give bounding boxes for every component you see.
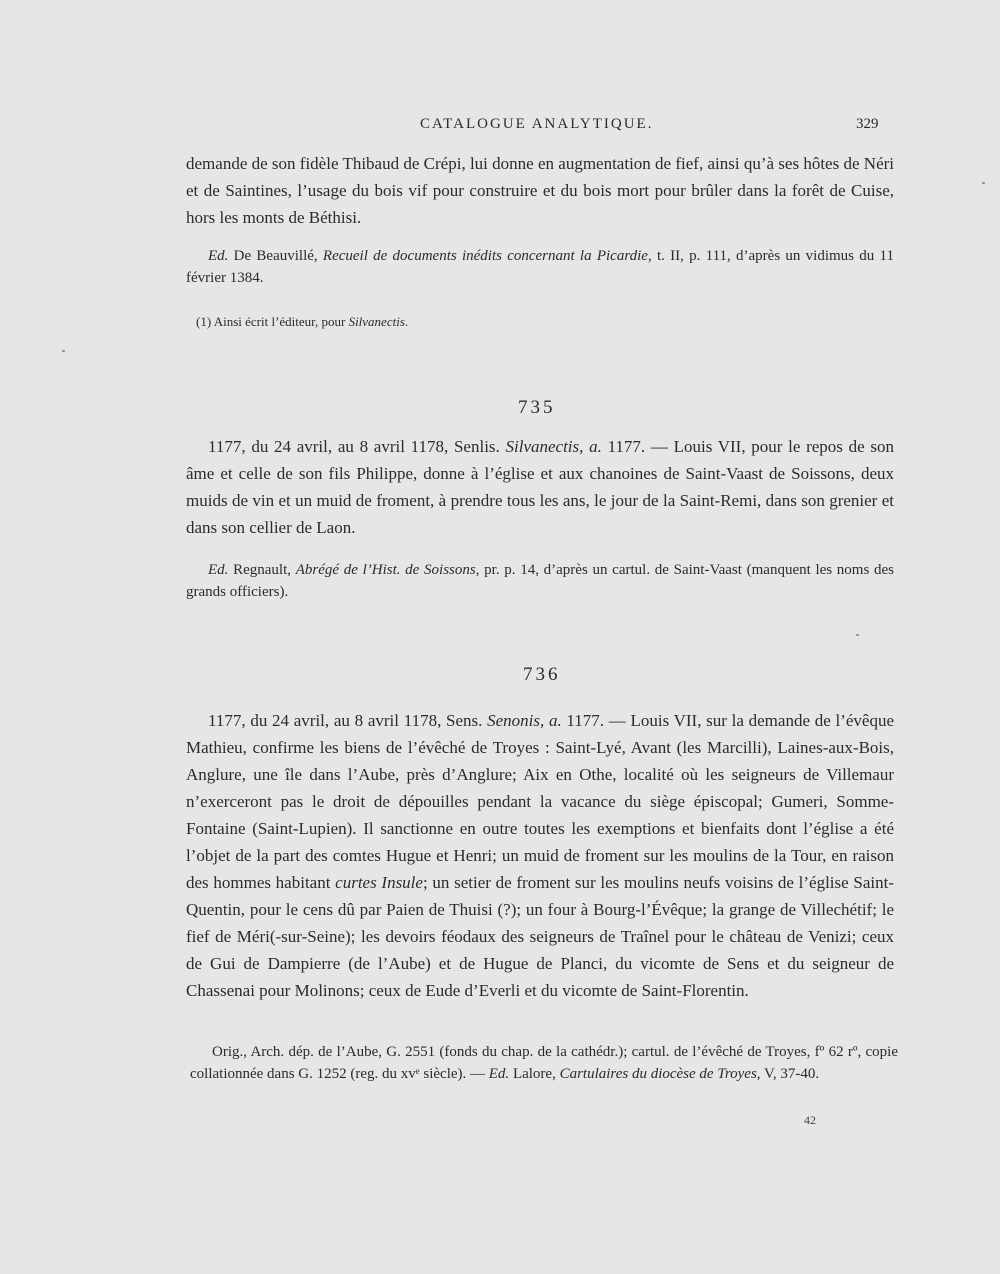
footnote — [196, 314, 904, 330]
edition-author: Lalore, — [509, 1066, 560, 1082]
paper-speck — [982, 182, 985, 184]
entry-736-number: 736 — [523, 664, 561, 685]
edition-title: Cartulaires du diocèse de Troyes — [559, 1066, 757, 1082]
entry-734-text — [186, 150, 894, 231]
source-text: Orig., Arch. dép. de l’Aube, G. 2551 (fonds du chap. de la cathédr.); cartul. de l’évêché de Troyes, fº 62 rº, copie collationnée dans G. 1252 (reg. du xvᵉ siècle). — — [190, 1044, 898, 1082]
page-number: 329 — [856, 116, 879, 132]
paper-speck — [856, 634, 859, 636]
entry-736-sources — [190, 1041, 898, 1085]
edition-label: Ed. — [208, 248, 229, 264]
entry-735-edition — [186, 559, 894, 603]
entry-735-dating: Silvanectis, a. — [505, 437, 602, 456]
entry-734-edition — [186, 245, 894, 289]
entry-736-paragraph-part-1: Louis VII, sur la demande de l’évêque Mathieu, confirme les biens de l’évêché de Troyes : Saint-Lyé, Avant (les Marcilli), Laines-aux-Bois, Anglure, une île dans l’Aube, près d’Anglure; Aix en Othe, localité où les seigneurs de Villemaur n’exerceront pas le droit de dépouilles pendant la vacance du siège épiscopal; Gumeri, Somme-Fontaine (Saint-Lupien). Il sanctionne en outre toutes les exemptions et bienfaits dont l’église a été l’objet de la part des comtes Hugue et Henri; un muid de froment sur les moulins de la Tour, en raison des hommes habitant — [186, 711, 894, 892]
edition-details: , t. II, p. 111, d’après un vidimus du 11 février 1384. — [186, 248, 894, 286]
entry-735-paragraph: Louis VII, pour le repos de son âme et celle de son fils Philippe, donne à l’église et aux chanoines de Saint-Vaast de Soissons, deux muids de vin et un muid de froment, à prendre tous les ans, le jour de la Saint-Remi, dans son grenier et dans son cellier de Laon. — [186, 437, 894, 537]
signature-mark: 42 — [804, 1113, 816, 1127]
edition-label: Ed. — [488, 1066, 510, 1082]
edition-label: Ed. — [208, 562, 229, 578]
footnote-end: . — [404, 314, 409, 329]
edition-author: Regnault, — [228, 562, 296, 578]
edition-title: Recueil de documents inédits concernant la Picardie — [322, 248, 648, 264]
entry-734-paragraph: demande de son fidèle Thibaud de Crépi, lui donne en augmentation de fief, ainsi qu’à ses hôtes de Néri et de Saintines, l’usage du bois vif pour construire et du bois mort pour brûler dans la forêt de Cuise, hors les monts de Béthisi. — [186, 154, 894, 227]
paper-speck — [62, 350, 65, 352]
entry-736-paragraph-part-2: ; un setier de froment sur les moulins neufs voisins de l’église Saint-Quentin, pour le cens dû par Paien de Thuisi (?); un four à Bourg-l’Évêque; la grange de Villechétif; le fief de Méri(-sur-Seine); les devoirs féodaux des seigneurs de Traînel pour le château de Venizi; ceux de Gui de Dampierre (de l’Aube) et de Hugue de Planci, du vicomte de Sens et du seigneur de Chassenai pour Molinons; ceux de Eude d’Everli et du vicomte de Saint-Florentin. — [186, 873, 894, 1000]
footnote-text: Ainsi écrit l’éditeur, pour — [213, 314, 349, 329]
edition-title: Abrégé de l’Hist. de Soissons — [295, 562, 476, 578]
entry-736-italic-term: curtes Insule — [335, 873, 423, 892]
entry-736-text — [186, 707, 894, 1004]
entry-735-number: 735 — [518, 397, 556, 418]
footnote-marker: (1) — [196, 314, 214, 329]
edition-details: , V, 37-40. — [756, 1066, 820, 1082]
entry-736-dating: Senonis, a. — [487, 711, 562, 730]
entry-735-date-place: 1177, du 24 avril, au 8 avril 1178, Senlis. — [208, 437, 506, 456]
entry-735-text — [186, 433, 894, 541]
footnote-italic: Silvanectis — [348, 314, 405, 329]
edition-author: De Beauvillé, — [228, 248, 323, 264]
running-title: CATALOGUE ANALYTIQUE. — [420, 116, 654, 132]
entry-736-date-place: 1177, du 24 avril, au 8 avril 1178, Sens. — [208, 711, 488, 730]
entry-735-year: 1177. — — [601, 437, 674, 456]
entry-736-year: 1177. — — [561, 711, 631, 730]
edition-details: , pr. p. 14, d’après un cartul. de Saint-Vaast (manquent les noms des grands officiers). — [186, 562, 895, 600]
